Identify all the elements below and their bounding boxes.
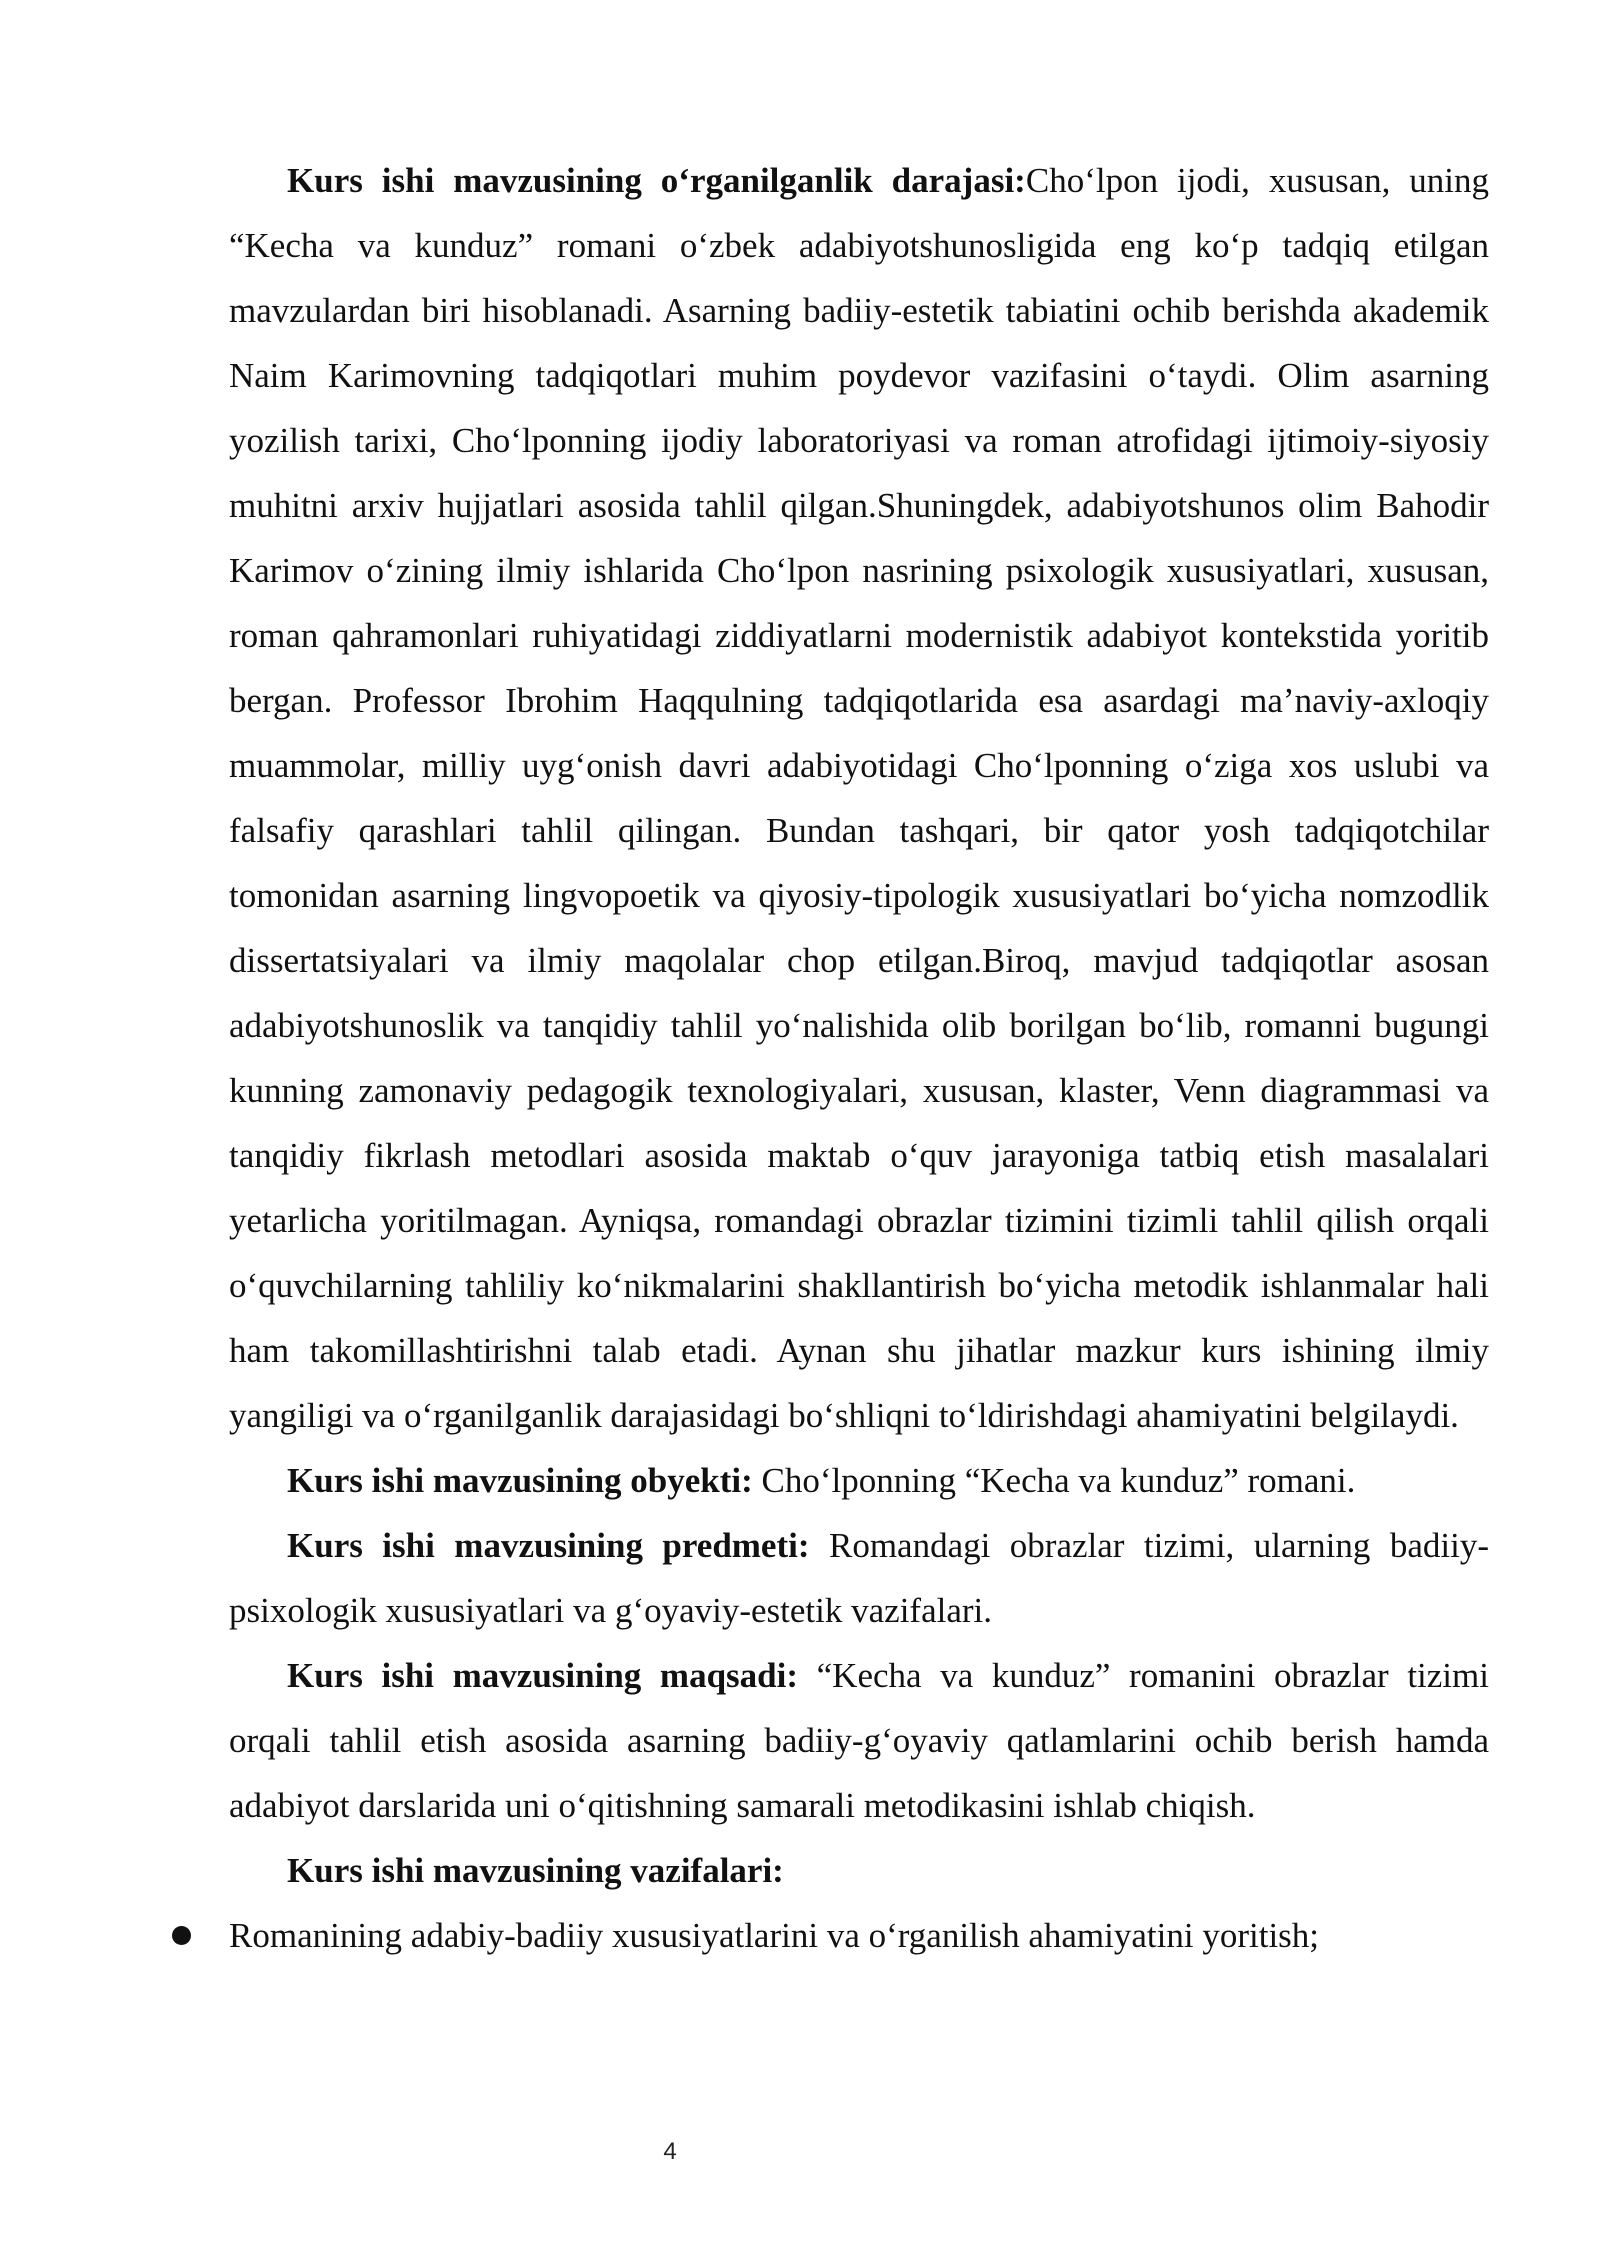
paragraph-text: Choʻlpon ijodi, xususan, uning “Kecha va kunduz” romani oʻzbek adabiyotshunosligida eng koʻp tadqiq etilgan mavzulardan biri hisoblanadi. Asarning badiiy-estetik tabiatini ochib berishda akademik Naim Karimovning tadqiqotlari muhim poydevor vazifasini oʻtaydi. Olim asarning yozilish tarixi, Choʻlponning ijodiy laboratoriyasi va roman atrofidagi ijtimoiy-siyosiy muhitni arxiv hujjatlari asosida tahlil qilgan.Shuningdek, adabiyotshunos olim Bahodir Karimov oʻzining ilmiy ishlarida Choʻlpon nasrining psixologik xususiyatlari, xususan, roman qahramonlari ruhiyatidagi ziddiyatlarni modernistik adabiyot kontekstida yoritib bergan. Professor Ibrohim Haqqulning tadqiqotlarida esa asardagi ma’naviy-axloqiy muammolar, milliy uygʻonish davri adabiyotidagi Choʻlponning oʻziga xos uslubi va falsafiy qarashlari tahlil qilingan. Bundan tashqari, bir qator yosh tadqiqotchilar tomonidan asarning lingvopoetik va qiyosiy-tipologik xususiyatlari boʻyicha nomzodlik dissertatsiyalari va ilmiy maqolalar chop etilgan.Biroq, mavjud tadqiqotlar asosan adabiyotshunoslik va tanqidiy tahlil yoʻnalishida olib borilgan boʻlib, romanni bugungi kunning zamonaviy pedagogik texnologiyalari, xususan, klaster, Venn diagrammasi va tanqidiy fikrlash metodlari asosida maktab oʻquv jarayoniga tatbiq etish masalalari yetarlicha yoritilmagan. Ayniqsa, romandagi obrazlar tizimini tizimli tahlil qilish orqali oʻquvchilarning tahliliy koʻnikmalarini shakllantirish boʻyicha metodik ishlanmalar hali ham takomillashtirishni talab etadi. Aynan shu jihatlar mazkur kurs ishining ilmiy yangiligi va oʻrganilganlik darajasidagi boʻshliqni toʻldirishdagi ahamiyatini belgilaydi. (229, 161, 1489, 1435)
bullet-dot-icon (172, 1926, 191, 1945)
tasks-heading: Kurs ishi mavzusining vazifalari: (287, 1851, 784, 1890)
paragraph-label: Kurs ishi mavzusining maqsadi: (287, 1656, 799, 1695)
paragraph-text: Romandagi obrazlar tizimi, ularning badiiy-psixologik xususiyatlari va gʻoyaviy-estetik vazifalari. (229, 1526, 1489, 1630)
page-body (229, 148, 1489, 1968)
paragraph-goal (229, 1643, 1489, 1838)
tasks-list (229, 1903, 1489, 1968)
paragraph-label: Kurs ishi mavzusining predmeti: (287, 1526, 810, 1565)
paragraph-text: “Kecha va kunduz” romanini obrazlar tizimi orqali tahlil etish asosida asarning badiiy-gʻoyaviy qatlamlarini ochib berish hamda adabiyot darslarida uni oʻqitishning samarali metodikasini ishlab chiqish. (229, 1656, 1489, 1825)
paragraph-label: Kurs ishi mavzusining obyekti: (287, 1461, 753, 1500)
paragraph-text: Choʻlponning “Kecha va kunduz” romani. (752, 1461, 1356, 1500)
list-item (229, 1903, 1489, 1968)
paragraph-label: Kurs ishi mavzusining oʻrganilganlik darajasi: (287, 161, 1026, 200)
paragraph-subject (229, 1513, 1489, 1643)
list-item-text: Romanining adabiy-badiiy xususiyatlarini va oʻrganilish ahamiyatini yoritish; (229, 1916, 1320, 1955)
page-number: 4 (663, 2138, 677, 2165)
paragraph-object (229, 1448, 1489, 1513)
paragraph-study-level (229, 148, 1489, 1448)
